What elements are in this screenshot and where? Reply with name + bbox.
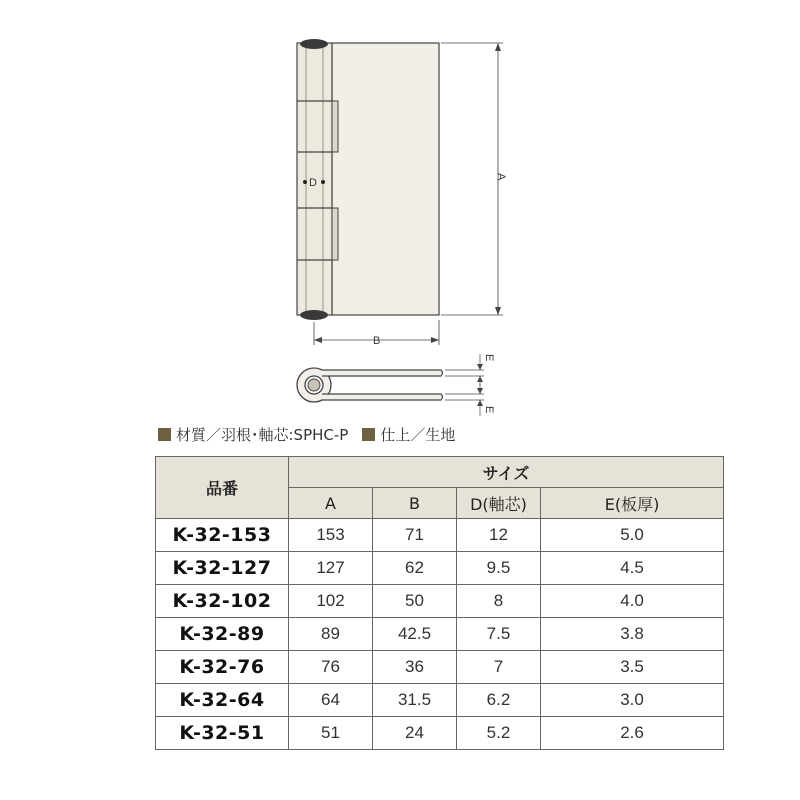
table-row [156,519,724,552]
table-row [156,618,724,651]
size-a-cell: 102 [289,585,373,618]
size-b-cell: 31.5 [373,684,457,717]
table-row [156,651,724,684]
size-a-cell: 51 [289,717,373,750]
size-b-cell: 36 [373,651,457,684]
size-d-cell: 9.5 [457,552,541,585]
model-header: 品番 [156,457,289,519]
size-a-cell: 153 [289,519,373,552]
model-cell: K-32-76 [156,651,289,684]
dimension-e-top-label: E [483,354,495,362]
column-header: E(板厚) [541,488,724,519]
size-a-cell: 89 [289,618,373,651]
dimension-b-label: B [373,335,381,347]
size-d-cell: 7.5 [457,618,541,651]
column-header: B [373,488,457,519]
size-d-cell: 6.2 [457,684,541,717]
leaf-tab-lower [332,208,338,260]
size-d-cell: 5.2 [457,717,541,750]
size-d-cell: 7 [457,651,541,684]
size-e-cell: 2.6 [541,717,724,750]
size-a-cell: 64 [289,684,373,717]
hinge-leaf [332,43,439,315]
size-a-cell: 76 [289,651,373,684]
size-d-cell: 12 [457,519,541,552]
size-e-cell: 4.0 [541,585,724,618]
table-row [156,717,724,750]
size-b-cell: 71 [373,519,457,552]
size-b-cell: 42.5 [373,618,457,651]
bullet-square-icon [158,428,171,441]
size-d-cell: 8 [457,585,541,618]
size-a-cell: 127 [289,552,373,585]
table-row [156,684,724,717]
material-label: 材質／羽根･軸芯:SPHC-P [176,426,349,444]
model-cell: K-32-51 [156,717,289,750]
bullet-square-icon [362,428,375,441]
table-body [156,519,724,750]
hinge-top-view [297,368,443,402]
size-e-cell: 3.8 [541,618,724,651]
size-b-cell: 50 [373,585,457,618]
model-cell: K-32-153 [156,519,289,552]
model-cell: K-32-127 [156,552,289,585]
dimension-d-label: D [309,177,317,189]
pin-cap-bottom [300,310,328,320]
table-row [156,585,724,618]
size-b-cell: 24 [373,717,457,750]
table-row [156,552,724,585]
size-e-cell: 3.5 [541,651,724,684]
column-header: D(軸芯) [457,488,541,519]
leaf-tab-upper [332,101,338,152]
column-header: A [289,488,373,519]
dimension-e-bottom-label: E [483,406,495,414]
spec-line [158,424,718,446]
finish-label: 仕上／生地 [380,426,456,444]
dimension-a-label: A [495,173,507,181]
model-cell: K-32-102 [156,585,289,618]
size-e-cell: 3.0 [541,684,724,717]
pin-cap-top [300,39,328,49]
model-cell: K-32-89 [156,618,289,651]
size-table [155,456,724,750]
model-cell: K-32-64 [156,684,289,717]
size-e-cell: 4.5 [541,552,724,585]
size-header: サイズ [289,457,724,488]
size-b-cell: 62 [373,552,457,585]
size-e-cell: 5.0 [541,519,724,552]
